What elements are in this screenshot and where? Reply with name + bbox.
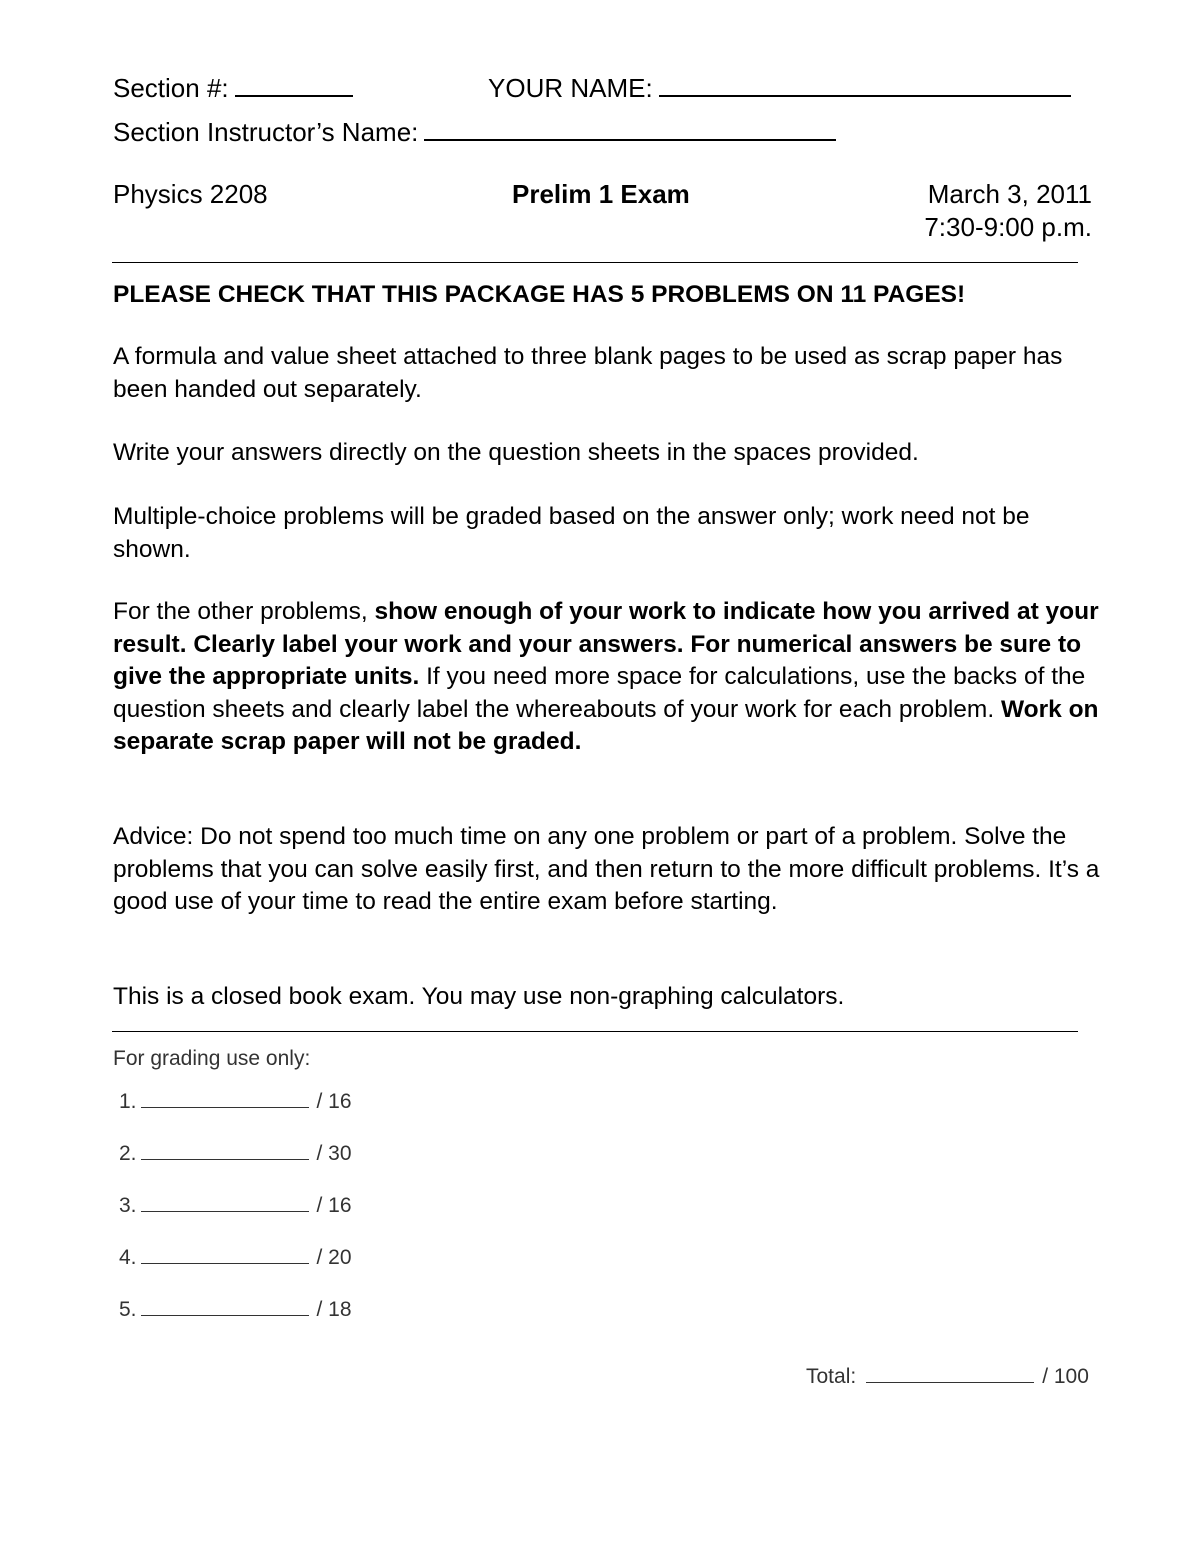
work-instructions-intro: For the other problems, — [113, 598, 375, 625]
section-number-blank[interactable] — [235, 71, 353, 97]
advice-note: Advice: Do not spend too much time on any one problem or part of a problem. Solve the problems that you can solve easily first, and then return to the more difficult problems. It’s a good use of your time to read the entire exam before starting. — [113, 823, 1100, 915]
instructor-name-label: Section Instructor’s Name: — [113, 117, 419, 147]
grade-row-number: 4. — [119, 1246, 137, 1269]
grade-row-max: / 16 — [316, 1194, 352, 1217]
package-check-notice: PLEASE CHECK THAT THIS PACKAGE HAS 5 PROBLEMS ON 11 PAGES! — [113, 281, 966, 308]
grade-row — [119, 1243, 352, 1272]
scrap-paper-warning: Work on separate scrap paper will not be graded. — [113, 695, 1099, 755]
grade-row-max: / 16 — [316, 1090, 352, 1113]
grade-row-blank[interactable] — [141, 1295, 309, 1316]
formula-sheet-note: A formula and value sheet attached to three blank pages to be used as scrap paper has been handed out separately. — [113, 343, 1063, 403]
grade-row-blank[interactable] — [141, 1243, 309, 1264]
grade-row-number: 5. — [119, 1298, 137, 1321]
grade-row-number: 3. — [119, 1194, 137, 1217]
instructor-name-field — [113, 115, 836, 148]
grade-total-max: / 100 — [1042, 1365, 1089, 1388]
grade-total-blank[interactable] — [866, 1362, 1034, 1383]
grade-row-number: 2. — [119, 1142, 137, 1165]
your-name-label: YOUR NAME: — [488, 73, 653, 103]
exam-time: 7:30-9:00 p.m. — [924, 212, 1092, 242]
grading-label: For grading use only: — [113, 1047, 311, 1070]
work-instructions-bold: show enough of your work to indicate how you arrived at your result. Clearly label your work and your answers. For numerical answers be sure to give the appropriate units. — [113, 598, 1099, 690]
grade-row — [119, 1139, 352, 1168]
work-instructions-space: If you need more space for calculations, use the backs of the question sheets and clearly label the whereabouts of your work for each problem. — [113, 663, 1086, 723]
grade-row-blank[interactable] — [141, 1191, 309, 1212]
grade-row — [119, 1295, 352, 1324]
grade-row — [119, 1191, 352, 1220]
exam-title: Prelim 1 Exam — [512, 179, 690, 209]
course-name: Physics 2208 — [113, 179, 268, 209]
work-instructions — [113, 596, 1103, 759]
grade-total-label: Total: — [806, 1365, 857, 1388]
top-divider — [112, 262, 1078, 263]
bottom-divider — [112, 1031, 1078, 1032]
section-number-label: Section #: — [113, 73, 229, 103]
grade-row-blank[interactable] — [141, 1087, 309, 1108]
section-number-field — [113, 71, 353, 104]
grade-total-row — [806, 1362, 1089, 1391]
your-name-field — [488, 71, 1071, 104]
grade-row-blank[interactable] — [141, 1139, 309, 1160]
instructor-name-blank[interactable] — [424, 115, 836, 141]
write-answers-note: Write your answers directly on the question sheets in the spaces provided. — [113, 439, 919, 466]
multiple-choice-note: Multiple-choice problems will be graded based on the answer only; work need not be shown. — [113, 503, 1030, 563]
your-name-blank[interactable] — [659, 71, 1071, 97]
exam-date: March 3, 2011 — [927, 179, 1092, 209]
grade-row-max: / 18 — [316, 1298, 352, 1321]
grade-row — [119, 1087, 352, 1116]
grade-row-max: / 20 — [316, 1246, 352, 1269]
grade-row-number: 1. — [119, 1090, 137, 1113]
grade-row-max: / 30 — [316, 1142, 352, 1165]
closed-book-note: This is a closed book exam. You may use non-graphing calculators. — [113, 983, 845, 1010]
